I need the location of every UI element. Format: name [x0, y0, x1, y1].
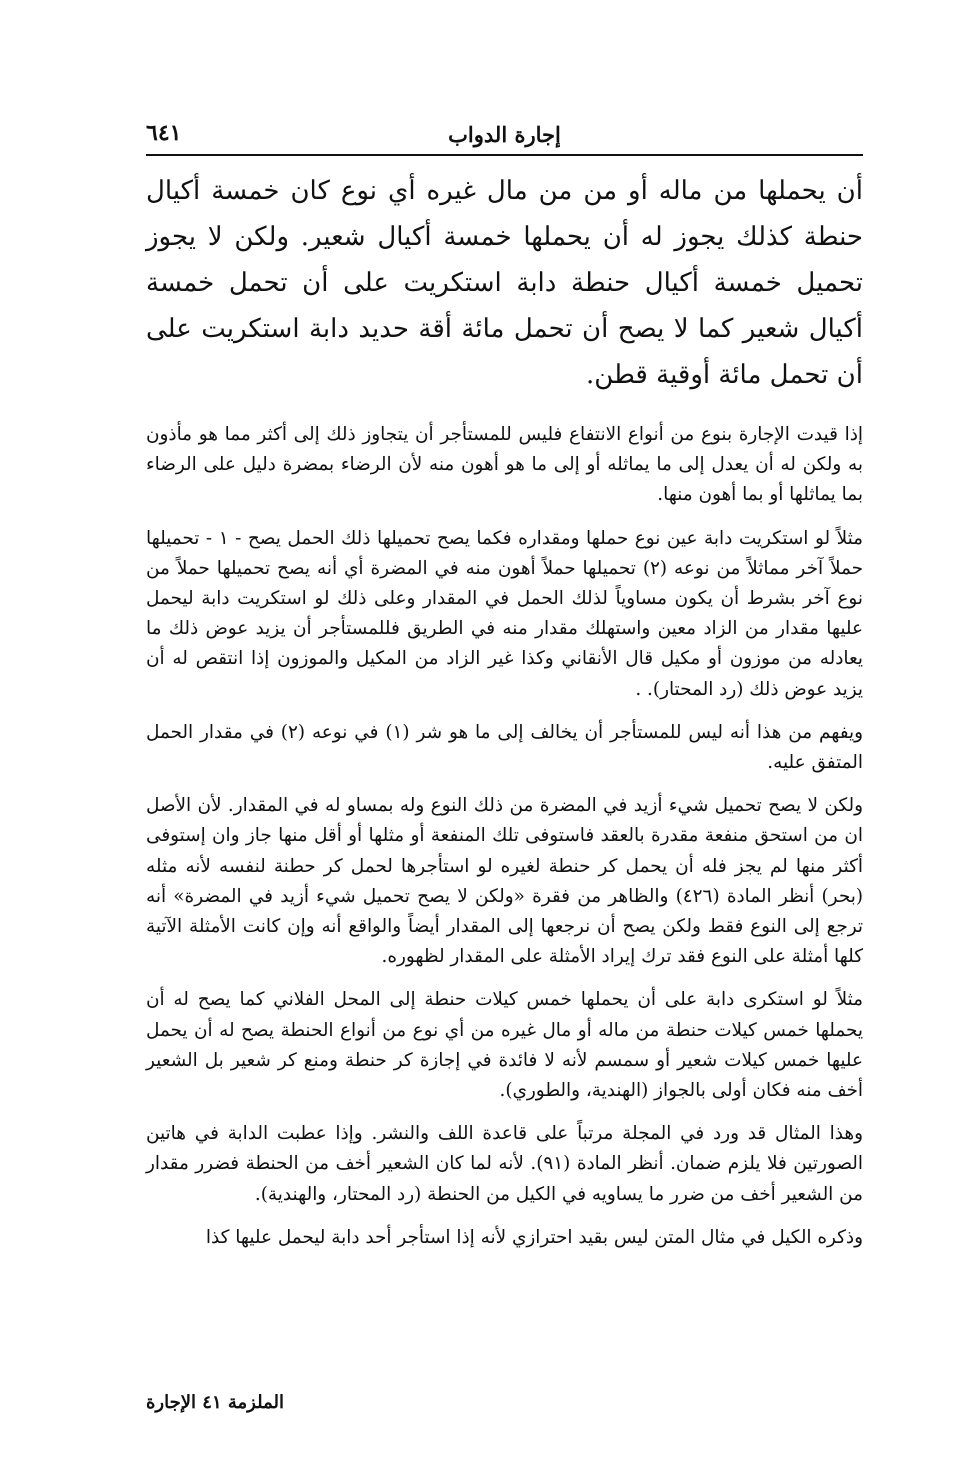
commentary-paragraph-5: مثلاً لو استكرى دابة على أن يحملها خمس كيلات حنطة إلى المحل الفلاني كما يصح له أن يحملها خمس كيلات حنطة من ماله أو مال غيره من أي نوع من أنواع الحنطة يصح له أن يحمل عليها خمس كيلات شعير أو سمسم لأنه لا فائدة في إجازة كر حنطة ومنع كر شعير بل الشعير أخف منه فكان أولى بالجواز (الهندية، والطوري).: [146, 989, 863, 1102]
page-header: [146, 118, 863, 156]
page-body: [146, 168, 863, 1266]
commentary-paragraph-6: وهذا المثال قد ورد في المجلة مرتباً على قاعدة اللف والنشر. وإذا عطبت الدابة في هاتين الصورتين فلا يلزم ضمان. أنظر المادة (٩١). لأنه لما كان الشعير أخف من الحنطة فضرر مقدار من الشعير أخف من ضرر ما يساويه في الكيل من الحنطة (رد المحتار، والهندية).: [146, 1123, 863, 1205]
commentary-paragraph-7: وذكره الكيل في مثال المتن ليس بقيد احترازي لأنه إذا استأجر أحد دابة ليحمل عليها كذا: [205, 1226, 863, 1248]
commentary-paragraph-1: إذا قيدت الإجارة بنوع من أنواع الانتفاع فليس للمستأجر أن يتجاوز ذلك إلى أكثر مما هو مأذون به ولكن له أن يعدل إلى ما يماثله أو إلى ما هو أهون منه لأن الرضاء بمضرة دليل على الرضاء بما يماثلها أو بما أهون منها.: [146, 424, 863, 506]
commentary-paragraph-2: مثلاً لو استكريت دابة عين نوع حملها ومقداره فكما يصح تحميلها ذلك الحمل يصح - ١ - تحميلها حملاً آخر مماثلاً من نوعه (٢) تحميلها حملاً أهون منه في المضرة أي أنه يصح تحميلها حملاً من نوع آخر بشرط أن يكون مساوياً لذلك الحمل في المقدار وعلى ذلك لو استكريت دابة ليحمل عليها مقدار من الزاد معين واستهلك مقدار منه في الطريق فللمستأجر أن يزيد عوض ذلك ما يعادله من موزون أو مكيل قال الأنقاني وكذا غير الزاد من المكيل والموزون إذا انتقص له أن يزيد عوض ذلك (رد المحتار). .: [146, 527, 863, 700]
commentary-paragraph-3: ويفهم من هذا أنه ليس للمستأجر أن يخالف إلى ما هو شر (١) في نوعه (٢) في مقدار الحمل المتفق عليه.: [146, 721, 863, 774]
running-title: إجارة الدواب: [448, 122, 561, 147]
page-number: ٦٤١: [146, 120, 182, 146]
commentary-paragraph-4: ولكن لا يصح تحميل شيء أزيد في المضرة من ذلك النوع وله بمساو له في المقدار. لأن الأصل ان من استحق منفعة مقدرة بالعقد فاستوفى تلك المنفعة أو مثلها أو أقل منها جاز وان إستوفى أكثر منها لم يجز فله أن يحمل كر حنطة لغيره لو استأجرها لحمل كر حطنة لنفسه لأنه مثله (بحر) أنظر المادة (٤٢٦) والظاهر من فقرة «ولكن لا يصح تحميل شيء أزيد في المضرة» أنه ترجع إلى النوع فقط ولكن يصح أن نرجعها إلى المقدار أيضاً والواقع أنه وإن كانت الأمثلة الآتية كلها أمثلة على النوع فقد ترك إيراد الأمثلة على المقدار لظهوره.: [146, 795, 863, 968]
signature-mark: الملزمة ٤١ الإجارة: [146, 1392, 284, 1413]
header-divider: [146, 154, 863, 156]
main-text-paragraph: أن يحملها من ماله أو من من مال غيره أي نوع كان خمسة أكيال حنطة كذلك يجوز له أن يحملها خمسة أكيال شعير. ولكن لا يجوز تحميل خمسة أكيال حنطة دابة استكريت على أن تحمل خمسة أكيال شعير كما لا يصح أن تحمل مائة أقة حديد دابة استكريت على أن تحمل مائة أوقية قطن.: [146, 176, 863, 390]
